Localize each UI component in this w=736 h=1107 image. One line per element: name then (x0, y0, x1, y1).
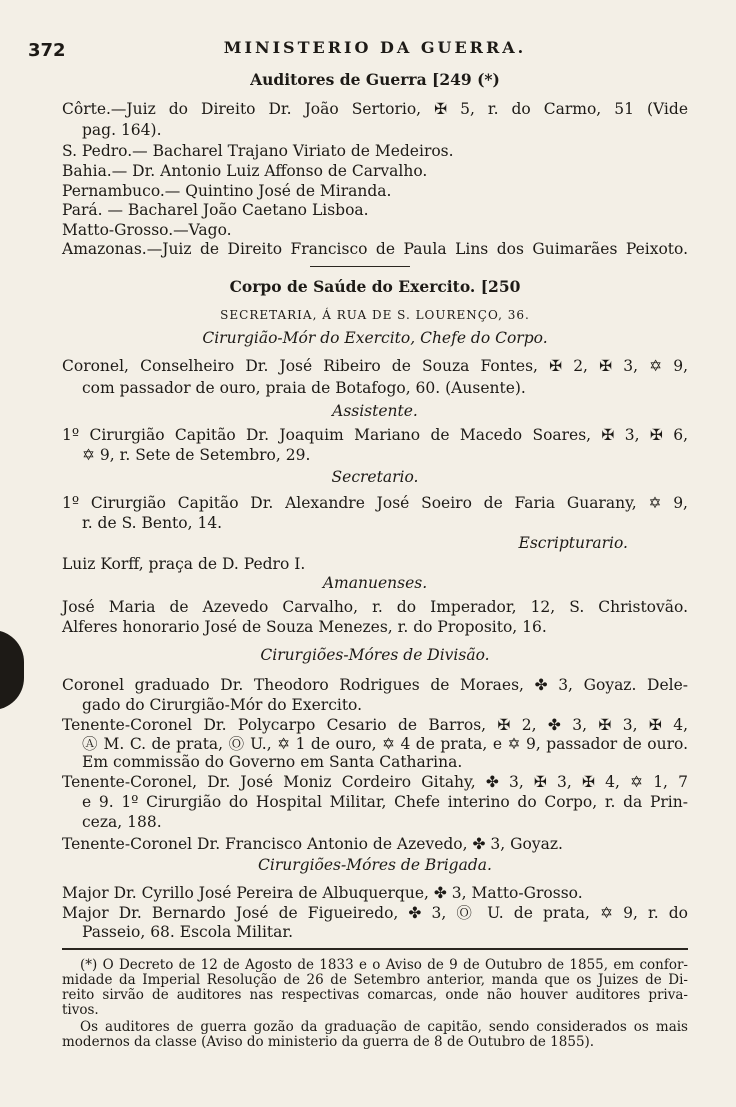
footnote-rule (62, 948, 688, 950)
subheading-escripturario: Escripturario. (518, 534, 628, 552)
text-line: Luiz Korff, praça de D. Pedro I. (62, 555, 306, 573)
text-line: José Maria de Azevedo Carvalho, r. do Imperador, 12, S. Christovão. (62, 598, 688, 616)
text-line: Tenente-Coronel Dr. Polycarpo Cesario de Barros, ✠ 2, ✤ 3, ✠ 3, ✠ 4, (62, 716, 688, 734)
text-line: Bahia.— Dr. Antonio Luiz Affonso de Carvalho. (62, 162, 428, 180)
text-line: Em commissão do Governo em Santa Catharina. (82, 753, 463, 771)
text-line: Major Dr. Cyrillo José Pereira de Albuquerque, ✤ 3, Matto-Grosso. (62, 884, 583, 902)
subheading-assistente: Assistente. (332, 402, 418, 420)
text-line: com passador de ouro, praia de Botafogo, 60. (Ausente). (82, 379, 526, 397)
text-line: Tenente-Coronel Dr. Francisco Antonio de Azevedo, ✤ 3, Goyaz. (62, 835, 563, 853)
text-line: Ⓐ M. C. de prata, Ⓞ U., ✡ 1 de ouro, ✡ 4 de prata, e ✡ 9, passador de ouro. (82, 735, 688, 753)
address-line: SECRETARIA, Á RUA DE S. LOURENÇO, 36. (220, 308, 530, 322)
subheading-secretario: Secretario. (331, 468, 419, 486)
text-line: Pernambuco.— Quintino José de Miranda. (62, 182, 392, 200)
subheading-divisao: Cirurgiões-Móres de Divisão. (260, 646, 490, 664)
footnote-line: midade da Imperial Resolução de 26 de Setembro anterior, manda que os Juizes de Di- (62, 972, 688, 988)
section-title-auditores: Auditores de Guerra [249 (*) (250, 70, 500, 89)
text-line: Matto-Grosso.—Vago. (62, 221, 232, 239)
text-line: ✡ 9, r. Sete de Setembro, 29. (82, 446, 311, 464)
text-line: e 9. 1º Cirurgião do Hospital Militar, Chefe interino do Corpo, r. da Prin- (82, 793, 688, 811)
text-line: Tenente-Coronel, Dr. José Moniz Cordeiro Gitahy, ✤ 3, ✠ 3, ✠ 4, ✡ 1, 7 (62, 773, 688, 791)
page-number: 372 (28, 40, 66, 61)
text-line: 1º Cirurgião Capitão Dr. Joaquim Mariano de Macedo Soares, ✠ 3, ✠ 6, (62, 426, 688, 444)
section-title-corpo: Corpo de Saúde do Exercito. [250 (229, 277, 521, 296)
text-line: Pará. — Bacharel João Caetano Lisboa. (62, 201, 369, 219)
footnote-line: Os auditores de guerra gozão da graduação de capitão, sendo considerados os mais (80, 1019, 688, 1035)
footnote-line: (*) O Decreto de 12 de Agosto de 1833 e o Aviso de 9 de Outubro de 1855, em confor- (80, 957, 688, 973)
text-line: Coronel, Conselheiro Dr. José Ribeiro de Souza Fontes, ✠ 2, ✠ 3, ✡ 9, (62, 357, 688, 375)
text-line: Coronel graduado Dr. Theodoro Rodrigues de Moraes, ✤ 3, Goyaz. Dele- (62, 676, 688, 694)
text-line: Major Dr. Bernardo José de Figueiredo, ✤ 3, Ⓞ U. de prata, ✡ 9, r. do (62, 904, 688, 922)
footnote-line: reito sirvão de auditores nas respectivas comarcas, onde não houver auditores priva- (62, 987, 688, 1003)
binding-mark (0, 630, 24, 710)
text-line: Passeio, 68. Escola Militar. (82, 923, 294, 941)
text-line: gado do Cirurgião-Mór do Exercito. (82, 696, 363, 714)
footnote-line: modernos da classe (Aviso do ministerio da guerra de 8 de Outubro de 1855). (62, 1034, 595, 1050)
text-line: ceza, 188. (82, 813, 162, 831)
footnote-line: tivos. (62, 1002, 99, 1018)
text-line: 1º Cirurgião Capitão Dr. Alexandre José Soeiro de Faria Guarany, ✡ 9, (62, 494, 688, 512)
text-line: r. de S. Bento, 14. (82, 514, 223, 532)
text-line: Alferes honorario José de Souza Menezes, r. do Proposito, 16. (62, 618, 547, 636)
text-line: pag. 164). (82, 121, 162, 139)
divider (310, 266, 410, 267)
text-line: Amazonas.—Juiz de Direito Francisco de Paula Lins dos Guimarães Peixoto. (62, 240, 688, 258)
subheading-amanuenses: Amanuenses. (322, 574, 428, 592)
subheading-chefe: Cirurgião-Mór do Exercito, Chefe do Corpo. (202, 329, 548, 347)
subheading-brigada: Cirurgiões-Móres de Brigada. (258, 856, 492, 874)
text-line: Côrte.—Juiz do Direito Dr. João Sertorio, ✠ 5, r. do Carmo, 51 (Vide (62, 100, 688, 118)
running-head: MINISTERIO DA GUERRA. (223, 38, 527, 57)
text-line: S. Pedro.— Bacharel Trajano Viriato de Medeiros. (62, 142, 454, 160)
